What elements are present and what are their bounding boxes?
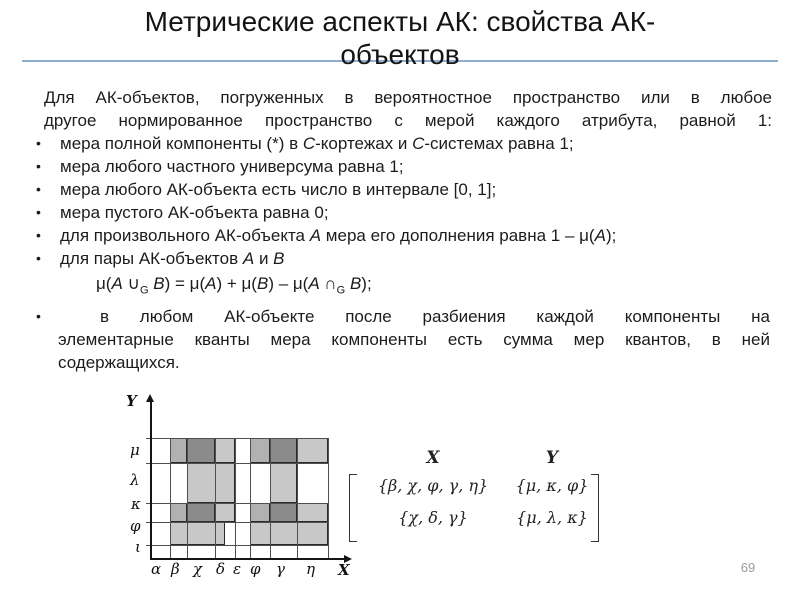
text-run: ) – μ( bbox=[268, 274, 309, 293]
diagram-block bbox=[297, 438, 328, 463]
gridline-vertical bbox=[297, 438, 298, 558]
diagram-block bbox=[187, 463, 235, 503]
bullet-dot: • bbox=[36, 250, 41, 266]
x-axis-name: X bbox=[338, 561, 350, 579]
text-run: μ( bbox=[96, 274, 112, 293]
bullet-dot: • bbox=[36, 227, 41, 243]
gridline-horizontal bbox=[146, 545, 328, 546]
gridline-horizontal bbox=[146, 522, 328, 523]
text-run: мера любого частного универсума равна 1; bbox=[60, 157, 404, 176]
text-run: B bbox=[153, 274, 165, 293]
text-run: A bbox=[205, 274, 217, 293]
diagram-block bbox=[170, 438, 187, 463]
left-bracket bbox=[349, 474, 357, 542]
ak-object-diagram bbox=[120, 392, 365, 595]
page-title-line2: объектов bbox=[340, 39, 460, 70]
bullet-text bbox=[60, 157, 404, 176]
bullet-text-line: в любом АК-объекте после разбиения каждой компоненты на bbox=[100, 307, 770, 327]
text-run: для пары АК-объектов bbox=[60, 249, 243, 268]
text-run: мера пустого АК-объекта равна 0; bbox=[60, 203, 329, 222]
bullet-dot: • bbox=[36, 135, 41, 151]
y-axis bbox=[150, 401, 152, 558]
text-run: C bbox=[302, 134, 316, 153]
diagram-block bbox=[170, 522, 225, 545]
x-tick-label: γ bbox=[276, 560, 285, 578]
x-tick-label: φ bbox=[250, 560, 261, 578]
bullet-item bbox=[36, 247, 772, 270]
diagram-block bbox=[250, 503, 270, 522]
text-run: ) = μ( bbox=[164, 274, 206, 293]
x-tick-label: η bbox=[306, 560, 315, 578]
bullet-item-justified bbox=[36, 305, 770, 374]
diagram-block bbox=[270, 503, 297, 522]
bullet-dot: • bbox=[36, 204, 41, 220]
bullet-item bbox=[36, 178, 772, 201]
y-tick-label: λ bbox=[130, 471, 140, 489]
text-run: A bbox=[309, 226, 322, 245]
text-run: ); bbox=[361, 274, 372, 293]
text-run: A bbox=[594, 226, 606, 245]
gridline-vertical bbox=[215, 438, 216, 558]
diagram-block bbox=[297, 503, 328, 522]
bullet-text-line: элементарные кванты мера компоненты есть сумма мер квантов, в ней bbox=[58, 330, 770, 350]
measure-formula bbox=[96, 270, 772, 305]
intro-line: Для АК-объектов, погруженных в вероятностное пространство или в любое bbox=[44, 88, 772, 107]
body-text bbox=[36, 86, 772, 374]
gridline-vertical bbox=[187, 438, 188, 558]
text-run: мера его дополнения равна 1 – μ( bbox=[321, 226, 595, 245]
gridline-horizontal bbox=[146, 463, 328, 464]
bullet-text-line: содержащихся. bbox=[58, 353, 180, 373]
page-title bbox=[0, 5, 800, 71]
diagram-block bbox=[270, 463, 297, 503]
page-title-line1: Метрические аспекты АК: свойства АК- bbox=[144, 6, 656, 37]
y-axis-name: Y bbox=[126, 392, 137, 410]
diagram-block bbox=[215, 503, 235, 522]
bullet-dot: • bbox=[36, 181, 41, 197]
y-tick-label: κ bbox=[131, 495, 141, 513]
text-run: ) + μ( bbox=[216, 274, 257, 293]
text-run: мера полной компоненты (*) в bbox=[60, 134, 303, 153]
bullet-item bbox=[36, 155, 772, 178]
gridline-vertical bbox=[170, 438, 171, 558]
text-run: -системах равна 1; bbox=[424, 134, 574, 153]
diagram-block bbox=[270, 438, 297, 463]
bullet-text bbox=[60, 203, 329, 222]
bullet-text bbox=[60, 134, 574, 153]
diagram-block bbox=[187, 503, 215, 522]
y-tick-label: ι bbox=[135, 538, 141, 556]
text-run: B bbox=[349, 274, 362, 293]
x-tick-label: χ bbox=[193, 560, 203, 578]
bullet-item bbox=[36, 224, 772, 247]
x-tick-label: δ bbox=[216, 560, 226, 578]
text-run: для произвольного АК-объекта bbox=[60, 226, 310, 245]
text-run: ); bbox=[605, 226, 617, 245]
text-run: мера любого АК-объекта есть число в интервале [0, 1]; bbox=[60, 180, 497, 199]
text-run: ∪ bbox=[122, 274, 140, 293]
diagram-block bbox=[187, 438, 215, 463]
matrix-cell: {μ, λ, κ} bbox=[516, 508, 588, 527]
gridline-vertical bbox=[328, 438, 329, 558]
diagram-block bbox=[215, 438, 235, 463]
bullet-item bbox=[36, 201, 772, 224]
text-run: G bbox=[139, 284, 149, 297]
x-tick-label: α bbox=[151, 560, 162, 578]
bullet-dot: • bbox=[36, 308, 41, 325]
diagram-block bbox=[250, 438, 270, 463]
matrix-cell: {χ, δ, γ} bbox=[398, 508, 468, 527]
gridline-horizontal bbox=[146, 438, 328, 439]
set-notation-matrix bbox=[345, 444, 600, 549]
x-tick-label: β bbox=[171, 560, 180, 578]
diagram-block bbox=[250, 522, 328, 545]
gridline-vertical bbox=[235, 438, 236, 558]
gridline-horizontal bbox=[146, 503, 328, 504]
gridline-vertical bbox=[250, 438, 251, 558]
text-run: ∩ bbox=[319, 274, 337, 293]
intro-line: другое нормированное пространство с мерой каждого атрибута, равной 1: bbox=[44, 111, 772, 130]
text-run: G bbox=[336, 284, 346, 297]
text-run: A bbox=[242, 249, 255, 268]
bullet-dot: • bbox=[36, 158, 41, 174]
bullet-text bbox=[60, 249, 285, 268]
x-tick-label: ε bbox=[233, 560, 242, 578]
y-tick-label: μ bbox=[130, 441, 140, 459]
text-run: и bbox=[254, 249, 274, 268]
matrix-cell: {μ, κ, φ} bbox=[515, 476, 589, 495]
matrix-header-y: Y bbox=[545, 448, 559, 468]
diagram-block bbox=[170, 503, 187, 522]
right-bracket bbox=[591, 474, 599, 542]
matrix-header-x: X bbox=[426, 448, 440, 468]
y-tick-label: φ bbox=[130, 517, 141, 535]
gridline-vertical bbox=[270, 438, 271, 558]
bullet-text bbox=[60, 226, 616, 245]
text-run: B bbox=[256, 274, 269, 293]
text-run: A bbox=[111, 274, 123, 293]
text-run: -кортежах и bbox=[315, 134, 413, 153]
matrix-cell: {β, χ, φ, γ, η} bbox=[377, 476, 489, 495]
bullet-item bbox=[36, 132, 772, 155]
y-axis-arrow-icon bbox=[146, 394, 154, 402]
text-run: B bbox=[273, 249, 285, 268]
text-run: A bbox=[308, 274, 320, 293]
text-run: C bbox=[412, 134, 425, 153]
bullet-text bbox=[60, 180, 496, 199]
page-number: 69 bbox=[740, 560, 756, 575]
